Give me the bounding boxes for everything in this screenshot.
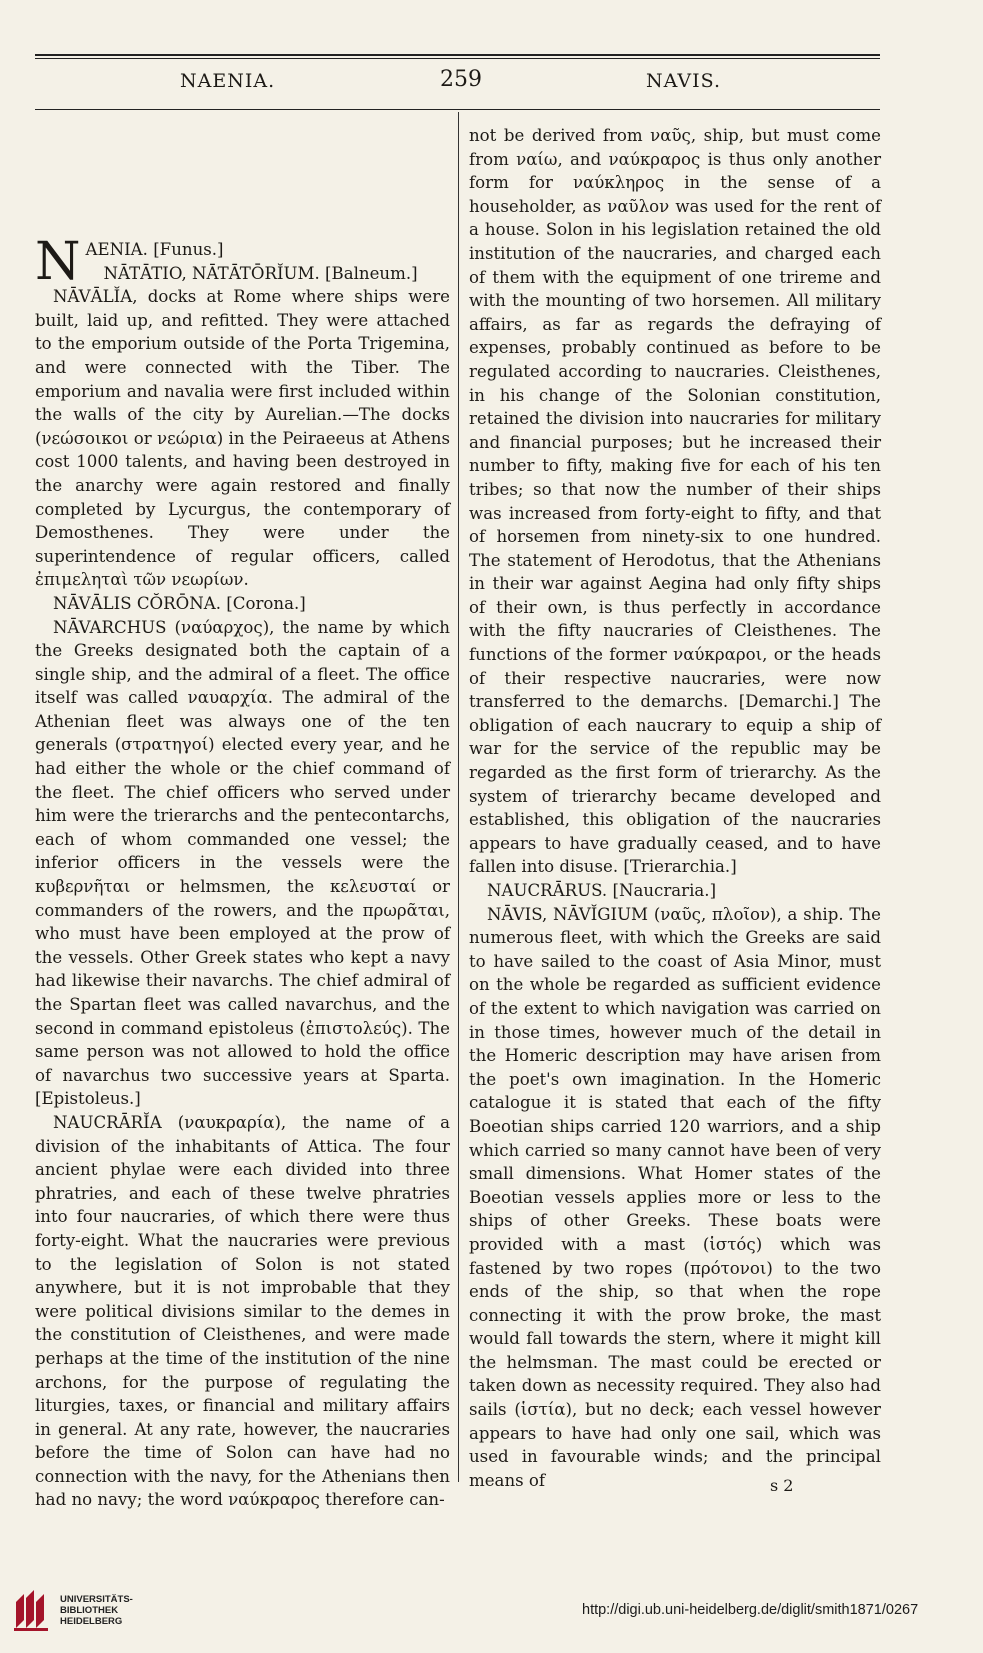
source-url[interactable]: http://digi.ub.uni-heidelberg.de/diglit/smith1871/0267 — [582, 1602, 919, 1618]
entry-natatio: NĀTĀTIO, NĀTĀTŌRĬUM. [Balneum.] — [103, 263, 418, 283]
running-head-left: NAENIA. — [180, 70, 276, 92]
right-column — [469, 124, 881, 1492]
page-number: 259 — [440, 67, 482, 92]
signature-mark: s 2 — [770, 1476, 794, 1495]
entry-navalis-corona: NĀVĀLIS CŎRŌNA. [Corona.] — [53, 593, 306, 613]
entry-naenia: NAENIA. [Funus.] — [35, 232, 224, 292]
left-column — [35, 232, 450, 1512]
entry-navis: NĀVIS, NĀVĬGIUM (ναῦς, πλοῖον), a ship. The numerous fleet, with which the Greeks are said to have sailed to the coast of Asia Minor, must on the whole be regarded as sufficient evidence of the extent to which navigation was carried on in those times, however much of the detail in the Homeric description may have arisen from the poet's own imagination. In the Homeric catalogue it is stated that each of the fifty Boeotian ships carried 120 warriors, and a ship which carried so many cannot have been of very small dimensions. What Homer states of the Boeotian vessels applies more or less to the ships of other Greeks. These boats were provided with a mast (ἱστός) which was fastened by two ropes (πρότονοι) to the two ends of the ship, so that when the rope connecting it with the prow broke, the mast would fall towards the stern, where it might kill the helmsman. The mast could be erected or taken down as necessity required. They also had sails (ἱστία), but no deck; each vessel however appears to have had only one sail, which was used in favourable winds; and the principal means of — [469, 904, 881, 1490]
header-rule-bottom — [35, 109, 880, 110]
drop-cap: N — [35, 232, 81, 292]
library-logo-icon — [12, 1588, 52, 1632]
entry-navarchus: NĀVARCHUS (ναύαρχος), the name by which the Greeks designated both the captain of a single ship, and the admiral of a fleet. The office itself was called ναυαρχία. The admiral of the Athenian fleet was always one of the ten generals (στρατηγοί) elected every year, and he had either the whole or the chief command of the fleet. The chief officers who served under him were the trierarchs and the pentecontarchs, each of whom commanded one vessel; the inferior officers in the vessels were the κυβερνῆται or helmsmen, the κελευσταί or commanders of the rowers, and the πρωρᾶται, who must have been employed at the prow of the vessels. Other Greek states who kept a navy had likewise their navarchs. The chief admiral of the Spartan fleet was called navarchus, and the second in command epistoleus (ἐπιστολεύς). The same person was not allowed to hold the office of navarchus two successive years at Sparta. [Epistoleus.] — [35, 617, 450, 1109]
entry-naucrarus: NAUCRĀRUS. [Naucraria.] — [487, 881, 717, 900]
running-head-right: NAVIS. — [646, 70, 722, 92]
header-rule-top-thin — [35, 58, 880, 59]
column-divider — [458, 112, 459, 1482]
entry-navalia: NĀVĀLĬA, docks at Rome where ships were built, laid up, and refitted. They were attached to the emporium outside of the Porta Trigemina, and were connected with the Tiber. The emporium and navalia were first included within the walls of the city by Aurelian.—The docks (νεώσοικοι or νεώρια) in the Peiraeeus at Athens cost 1000 talents, and having been destroyed in the anarchy were again restored and finally completed by Lycurgus, the contemporary of Demosthenes. They were under the superintendence of regular officers, called ἐπιμεληταὶ τῶν νεωρίων. — [35, 287, 450, 590]
entry-naucraria-continued: not be derived from ναῦς, ship, but must come from ναίω, and ναύκραρος is thus only another form for ναύκληρος in the sense of a householder, as ναῦλον was used for the rent of a house. Solon in his legislation retained the old institution of the naucraries, and charged each of them with the equipment of one trireme and with the mounting of two horsemen. All military affairs, as far as regards the defraying of expenses, probably continued as before to be regulated according to naucraries. Cleisthenes, in his change of the Solonian constitution, retained the division into naucraries for military and financial purposes; but he increased their number to fifty, making five for each of his ten tribes; so that now the number of their ships was increased from forty-eight to fifty, and that of horsemen from ninety-six to one hundred. The statement of Herodotus, that the Athenians in their war against Aegina had only fifty ships of their own, is thus perfectly in accordance with the fifty naucraries of Cleisthenes. The functions of the former ναύκραροι, or the heads of their respective naucraries, were now transferred to the demarchs. [Demarchi.] The obligation of each naucrary to equip a ship of war for the service of the republic may be regarded as the first form of trierarchy. As the system of trierarchy became developed and established, this obligation of the naucraries appears to have gradually ceased, and to have fallen into disuse. [Trierarchia.] — [469, 126, 881, 877]
footer — [0, 1580, 983, 1653]
library-name: UNIVERSITÄTS- BIBLIOTHEK HEIDELBERG — [60, 1594, 133, 1627]
header-rule-top — [35, 54, 880, 56]
entry-naucraria: NAUCRĀRĬA (ναυκραρία), the name of a division of the inhabitants of Attica. The four ancient phylae were each divided into three phratries, and each of these twelve phratries into four naucraries, of which there were thus forty-eight. What the naucraries were previous to the legislation of Solon is not stated anywhere, but it is not improbable that they were political divisions similar to the demes in the constitution of Cleisthenes, and were made perhaps at the time of the institution of the nine archons, for the purpose of regulating the liturgies, taxes, or financial and military affairs in general. At any rate, however, the naucraries before the time of Solon can have had no connection with the navy, for the Athenians then had no navy; the word ναύκραρος therefore can- — [35, 1112, 450, 1510]
